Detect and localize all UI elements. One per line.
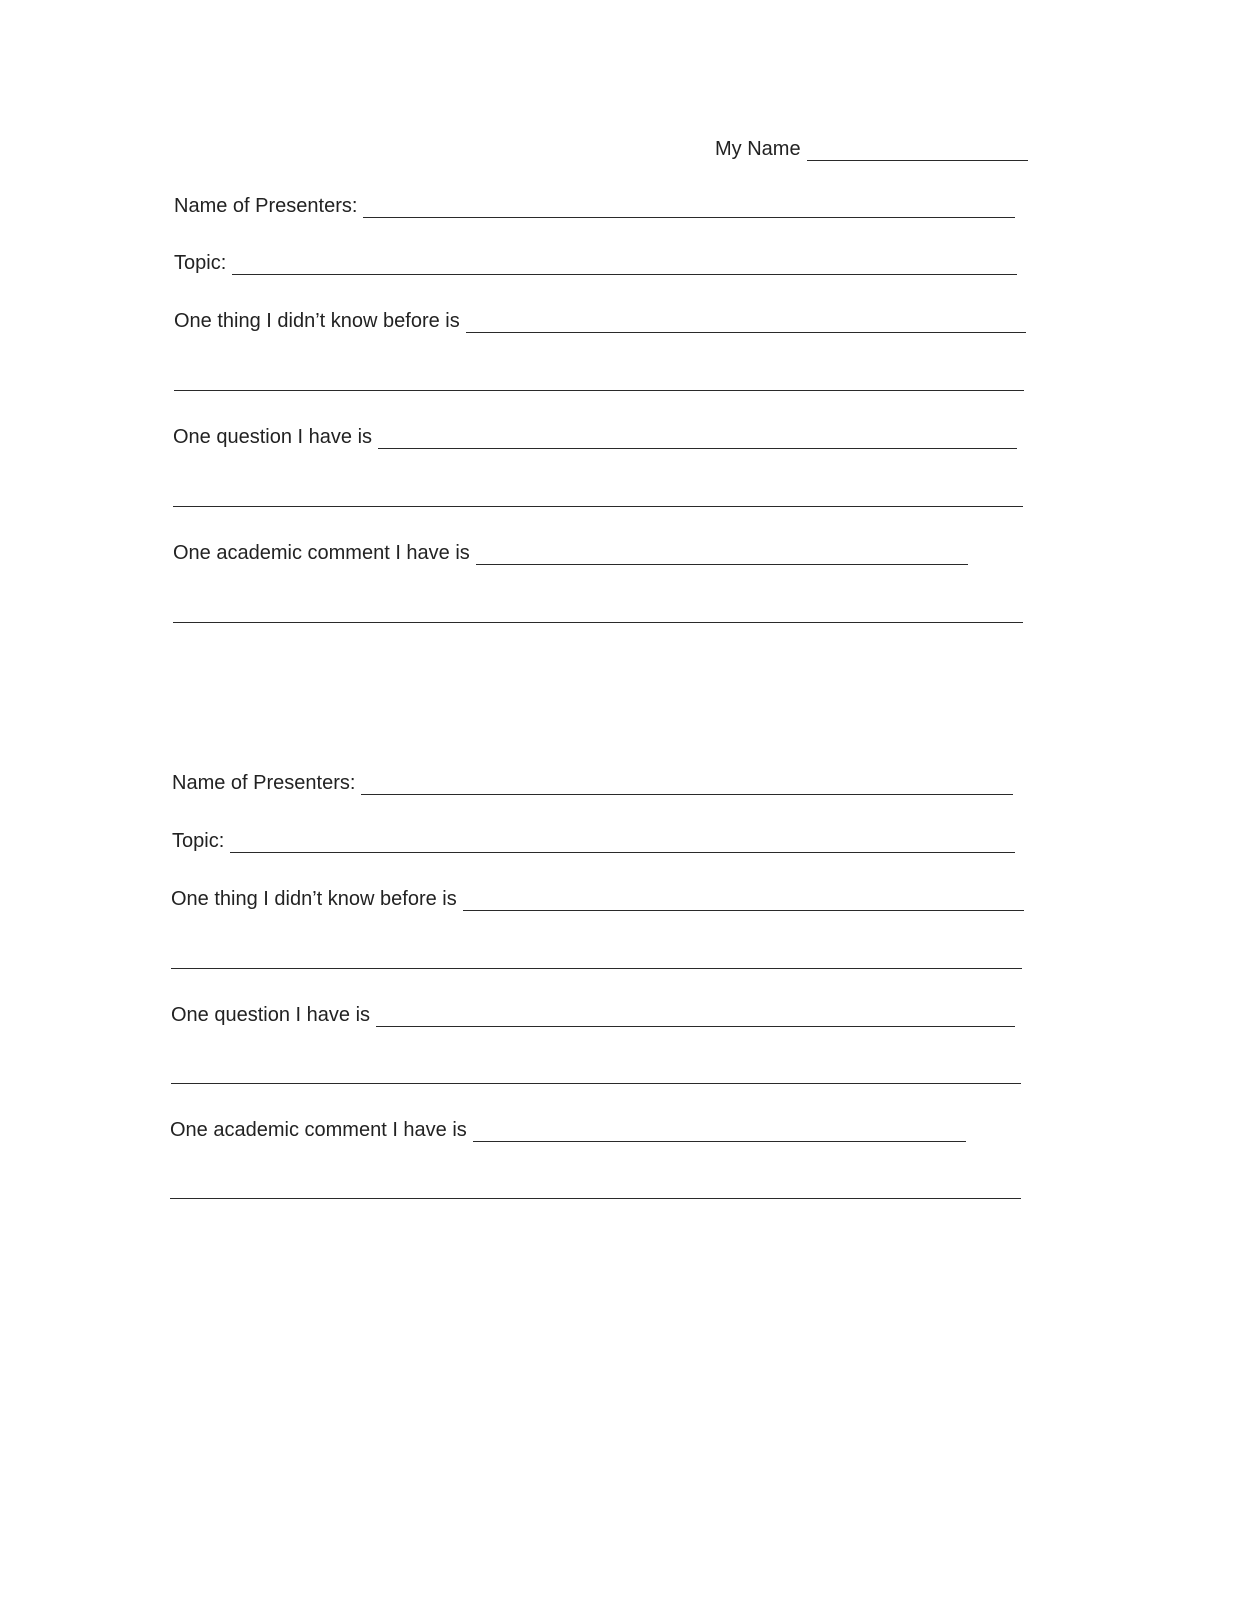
topic-label: Topic: — [174, 252, 227, 274]
presenters-label: Name of Presenters: — [172, 772, 356, 794]
topic-row — [174, 250, 1017, 276]
comment-row — [170, 1117, 966, 1143]
question-continuation-line[interactable] — [173, 506, 1023, 507]
didnt-know-continuation-line[interactable] — [174, 390, 1024, 391]
didnt-know-row — [174, 308, 1026, 334]
question-label: One question I have is — [173, 426, 373, 448]
comment-label: One academic comment I have is — [170, 1119, 467, 1141]
didnt-know-continuation-line[interactable] — [171, 968, 1022, 969]
comment-field[interactable] — [473, 1141, 966, 1142]
topic-field[interactable] — [232, 274, 1017, 275]
my-name-field[interactable] — [807, 160, 1028, 161]
question-label: One question I have is — [171, 1004, 371, 1026]
presenters-row — [172, 770, 1013, 796]
question-field[interactable] — [376, 1026, 1015, 1027]
didnt-know-label: One thing I didn’t know before is — [174, 310, 460, 332]
didnt-know-field[interactable] — [466, 332, 1026, 333]
comment-continuation-line[interactable] — [170, 1198, 1021, 1199]
presenters-field[interactable] — [363, 217, 1015, 218]
presenters-label: Name of Presenters: — [174, 195, 358, 217]
didnt-know-field[interactable] — [463, 910, 1024, 911]
didnt-know-row — [171, 886, 1024, 912]
topic-field[interactable] — [230, 852, 1015, 853]
question-field[interactable] — [378, 448, 1017, 449]
question-row — [173, 424, 1017, 450]
question-continuation-line[interactable] — [171, 1083, 1021, 1084]
comment-label: One academic comment I have is — [173, 542, 470, 564]
topic-row — [172, 828, 1015, 854]
didnt-know-label: One thing I didn’t know before is — [171, 888, 457, 910]
comment-field[interactable] — [476, 564, 968, 565]
my-name-label: My Name — [715, 138, 801, 160]
comment-row — [173, 540, 968, 566]
topic-label: Topic: — [172, 830, 225, 852]
presenters-field[interactable] — [361, 794, 1013, 795]
my-name-row — [715, 136, 1028, 162]
question-row — [171, 1002, 1015, 1028]
comment-continuation-line[interactable] — [173, 622, 1023, 623]
presenters-row — [174, 193, 1015, 219]
